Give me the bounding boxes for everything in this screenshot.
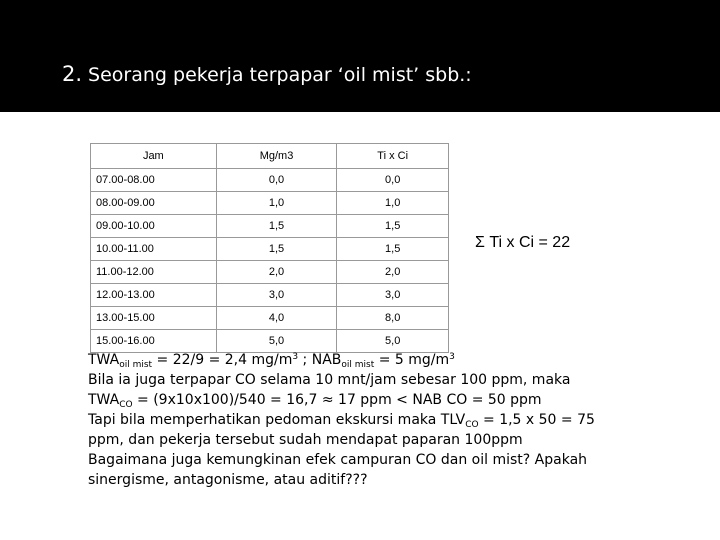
co-exposure-line: Bila ia juga terpapar CO selama 10 mnt/jam sebesar 100 ppm, maka xyxy=(88,372,571,388)
cell-mg-m3: 1,5 xyxy=(216,215,337,238)
cell-jam: 15.00-16.00 xyxy=(91,330,217,353)
cell-mg-m3: 3,0 xyxy=(216,284,337,307)
question-line: Bagaimana juga kemungkinan efek campuran CO dan oil mist? Apakah xyxy=(88,452,588,468)
cell-jam: 13.00-15.00 xyxy=(91,307,217,330)
tlv-co-line xyxy=(88,410,718,430)
text-segment: = 5 mg/m xyxy=(374,352,450,368)
cell-ti-x-ci: 8,0 xyxy=(337,307,449,330)
cell-mg-m3: 4,0 xyxy=(216,307,337,330)
cell-jam: 07.00-08.00 xyxy=(91,169,217,192)
cell-jam: 10.00-11.00 xyxy=(91,238,217,261)
header-mg-m3: Mg/m3 xyxy=(216,144,337,169)
explanation-text xyxy=(88,350,718,490)
cell-jam: 09.00-10.00 xyxy=(91,215,217,238)
slide-title xyxy=(62,62,472,86)
table-row xyxy=(91,307,449,330)
cell-ti-x-ci: 5,0 xyxy=(337,330,449,353)
cell-jam: 12.00-13.00 xyxy=(91,284,217,307)
slide-number: 2. xyxy=(62,62,83,86)
cell-ti-x-ci: 2,0 xyxy=(337,261,449,284)
cell-mg-m3: 2,0 xyxy=(216,261,337,284)
superscript: 3 xyxy=(449,352,455,362)
superscript: 3 xyxy=(292,352,299,362)
table-header-row xyxy=(91,144,449,169)
cell-ti-x-ci: 0,0 xyxy=(337,169,449,192)
title-band xyxy=(0,0,720,112)
slide-title-text: Seorang pekerja terpapar ‘oil mist’ sbb.: xyxy=(88,64,472,86)
table-row xyxy=(91,284,449,307)
cell-jam: 11.00-12.00 xyxy=(91,261,217,284)
question-line-2: sinergisme, antagonisme, atau aditif??? xyxy=(88,472,368,488)
header-ti-x-ci: Ti x Ci xyxy=(337,144,449,169)
header-jam: Jam xyxy=(91,144,217,169)
text-segment: = (9x10x100)/540 = 16,7 ≈ 17 ppm < NAB CO = 50 ppm xyxy=(132,392,542,408)
subscript: oil mist xyxy=(119,360,153,370)
exposure-conclusion-line: ppm, dan pekerja tersebut sudah mendapat paparan 100ppm xyxy=(88,432,523,448)
cell-ti-x-ci: 1,5 xyxy=(337,215,449,238)
text-segment: = 1,5 x 50 = 75 xyxy=(478,412,595,428)
cell-mg-m3: 1,0 xyxy=(216,192,337,215)
twa-oil-mist-line xyxy=(88,350,718,370)
text-segment: TWA xyxy=(88,352,120,368)
subscript: CO xyxy=(119,400,133,410)
table-row xyxy=(91,261,449,284)
text-segment: = 22/9 = 2,4 mg/m xyxy=(152,352,293,368)
sum-ti-x-ci: Σ Ti x Ci = 22 xyxy=(475,234,571,251)
cell-mg-m3: 0,0 xyxy=(216,169,337,192)
cell-jam: 08.00-09.00 xyxy=(91,192,217,215)
cell-mg-m3: 5,0 xyxy=(216,330,337,353)
table-row xyxy=(91,169,449,192)
twa-co-line xyxy=(88,390,718,410)
table-row xyxy=(91,192,449,215)
text-segment: ; NAB xyxy=(298,352,342,368)
text-segment: Tapi bila memperhatikan pedoman ekskursi maka TLV xyxy=(88,412,466,428)
table-row xyxy=(91,215,449,238)
cell-ti-x-ci: 1,5 xyxy=(337,238,449,261)
text-segment: TWA xyxy=(88,392,120,408)
subscript: CO xyxy=(465,420,479,430)
cell-ti-x-ci: 3,0 xyxy=(337,284,449,307)
subscript: oil mist xyxy=(341,360,375,370)
table-row xyxy=(91,238,449,261)
cell-mg-m3: 1,5 xyxy=(216,238,337,261)
cell-ti-x-ci: 1,0 xyxy=(337,192,449,215)
exposure-table xyxy=(90,143,449,353)
